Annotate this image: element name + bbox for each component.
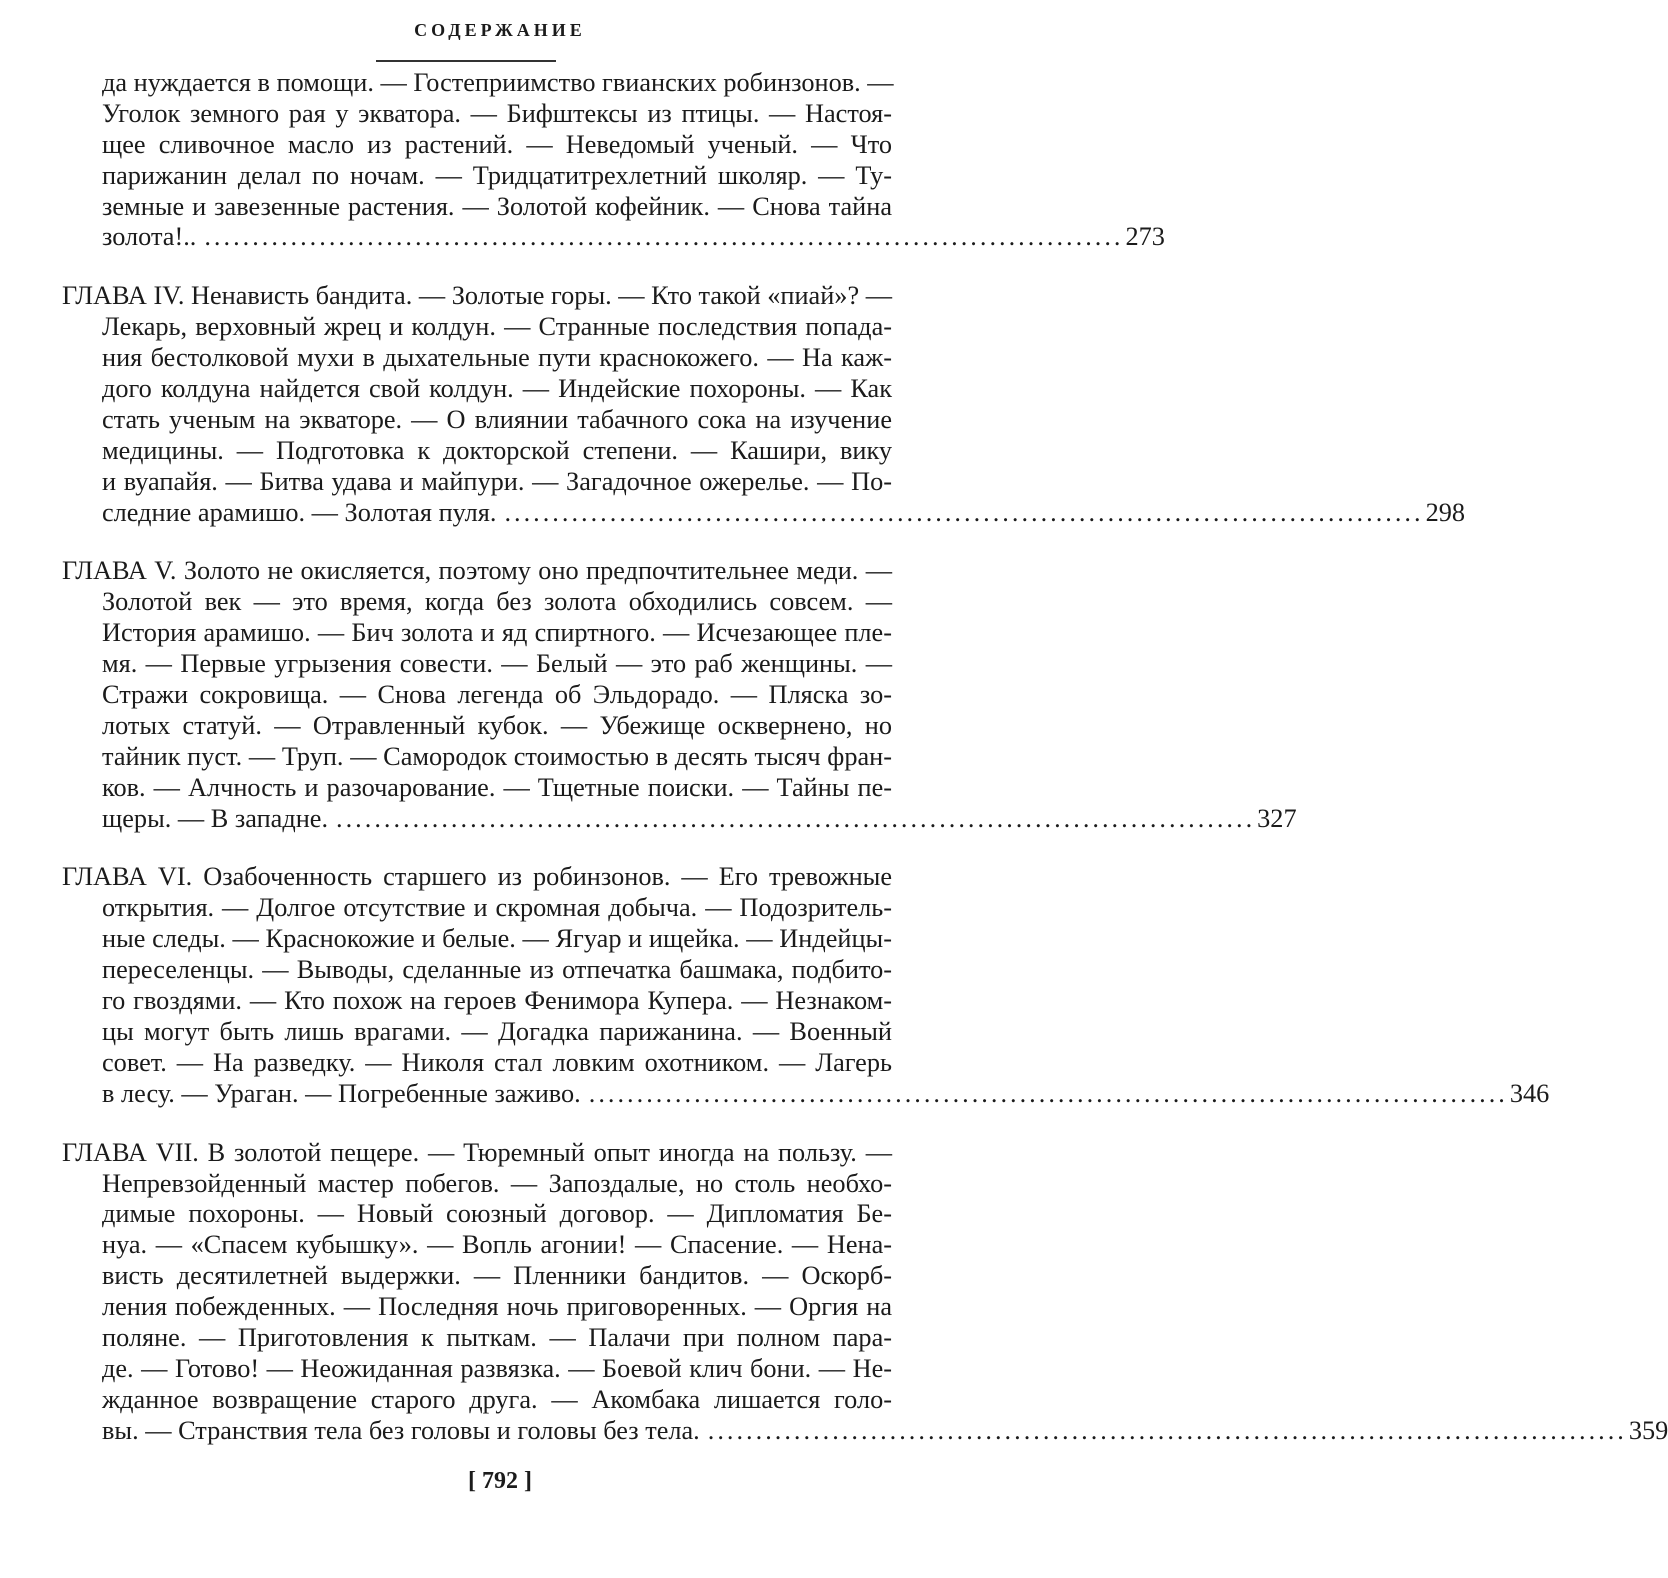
toc-line-text: вы. — Странствия тела без головы и головы без тела. bbox=[102, 1415, 700, 1445]
toc-line-text: в лесу. — Ураган. — Погребенные заживо. bbox=[102, 1078, 581, 1108]
toc-line: переселенцы. — Выводы, сделанные из отпечатка башмака, подбито- bbox=[102, 955, 892, 985]
toc-line: земные и завезенные растения. — Золотой кофейник. — Снова тайна bbox=[102, 191, 892, 221]
toc-line: жданное возвращение старого друга. — Акомбака лишается голо- bbox=[102, 1384, 892, 1414]
toc-line: парижанин делал по ночам. — Тридцатитрехлетний школяр. — Ту- bbox=[102, 160, 892, 190]
toc-entry-chapter-6 bbox=[62, 862, 1550, 1109]
toc-line-last bbox=[102, 222, 1165, 253]
toc-line: ные следы. — Краснокожие и белые. — Ягуар и ищейка. — Индейцы- bbox=[102, 924, 892, 954]
page-folio: [ 792 ] bbox=[468, 1468, 532, 1494]
page-number: 346 bbox=[1509, 1078, 1550, 1108]
toc-line: Золотой век — это время, когда без золота обходились совсем. — bbox=[102, 587, 892, 617]
page-number: 327 bbox=[1257, 803, 1297, 833]
toc-entry-chapter-4 bbox=[62, 281, 1466, 528]
toc-line: щее сливочное масло из растений. — Неведомый ученый. — Что bbox=[102, 129, 892, 159]
toc-line: медицины. — Подготовка к докторской степени. — Кашири, вику bbox=[102, 435, 892, 465]
toc-line-last bbox=[102, 803, 1297, 835]
toc-line: да нуждается в помощи. — Гостеприимство гвианских робинзонов. — bbox=[102, 68, 894, 97]
toc-line-heading: ГЛАВА V. Золото не окисляется, поэтому оно предпочтительнее меди. — bbox=[62, 556, 892, 586]
toc-line-heading: ГЛАВА VI. Озабоченность старшего из робинзонов. — Его тревожные bbox=[62, 862, 892, 892]
toc-line: совет. — На разведку. — Николя стал ловким охотником. — Лагерь bbox=[102, 1047, 892, 1077]
toc-line-last bbox=[102, 497, 1466, 529]
toc-line: открытия. — Долгое отсутствие и скромная добыча. — Подозритель- bbox=[102, 893, 892, 923]
page-number: 359 bbox=[1628, 1415, 1668, 1445]
table-of-contents bbox=[62, 68, 1668, 1475]
toc-line: и вуапайя. — Битва удава и майпури. — Загадочное ожерелье. — По- bbox=[102, 466, 892, 496]
toc-line: Уголок земного рая у экватора. — Бифштексы из птицы. — Настоя- bbox=[102, 98, 892, 128]
toc-line: дого колдуна найдется свой колдун. — Индейские похороны. — Как bbox=[102, 374, 892, 404]
toc-line-last bbox=[102, 1078, 1550, 1110]
toc-line: ков. — Алчность и разочарование. — Тщетные поиски. — Тайны пе- bbox=[102, 772, 892, 802]
toc-line: Стражи сокровища. — Снова легенда об Эльдорадо. — Пляска зо- bbox=[102, 680, 892, 710]
toc-line: лотых статуй. — Отравленный кубок. — Убежище осквернено, но bbox=[102, 710, 892, 740]
dot-leader: ................................................................................................ bbox=[336, 803, 1256, 833]
toc-line-heading: ГЛАВА IV. Ненависть бандита. — Золотые горы. — Кто такой «пиай»? — bbox=[62, 281, 892, 311]
toc-entry-chapter-7 bbox=[62, 1137, 1668, 1447]
toc-line: поляне. — Приготовления к пыткам. — Палачи при полном пара- bbox=[102, 1322, 892, 1352]
toc-line: стать ученым на экваторе. — О влиянии табачного сока на изучение bbox=[102, 404, 892, 434]
toc-entry-chapter-5 bbox=[62, 556, 1297, 834]
toc-line: ния бестолковой мухи в дыхательные пути краснокожего. — На каж- bbox=[102, 343, 892, 373]
toc-line-text: щеры. — В западне. bbox=[102, 803, 329, 833]
header-rule bbox=[376, 60, 556, 62]
dot-leader: ................................................................................................ bbox=[204, 222, 1124, 252]
toc-line: мя. — Первые угрызения совести. — Белый — это раб женщины. — bbox=[102, 649, 892, 679]
toc-line: Лекарь, верховный жрец и колдун. — Странные последствия попада- bbox=[102, 312, 892, 342]
dot-leader: ................................................................................................ bbox=[588, 1078, 1508, 1108]
toc-line: де. — Готово! — Неожиданная развязка. — Боевой клич бони. — Не- bbox=[102, 1353, 892, 1383]
toc-line: димые похороны. — Новый союзный договор. — Дипломатия Бе- bbox=[102, 1199, 892, 1229]
toc-line-heading: ГЛАВА VII. В золотой пещере. — Тюремный опыт иногда на пользу. — bbox=[62, 1137, 892, 1167]
toc-line: Непревзойденный мастер побегов. — Запоздалые, но столь необхо- bbox=[102, 1168, 892, 1198]
toc-line: го гвоздями. — Кто похож на героев Фенимора Купера. — Незнаком- bbox=[102, 986, 892, 1016]
dot-leader: ................................................................................................ bbox=[707, 1415, 1627, 1445]
running-head: СОДЕРЖАНИЕ bbox=[414, 20, 586, 40]
toc-line-text: золота!.. bbox=[102, 222, 197, 252]
toc-line-text: следние арамишо. — Золотая пуля. bbox=[102, 497, 497, 527]
page-number: 298 bbox=[1425, 497, 1466, 527]
toc-line: История арамишо. — Бич золота и яд спиртного. — Исчезающее пле- bbox=[102, 618, 892, 648]
toc-line-last bbox=[102, 1415, 1668, 1447]
toc-entry-continuation bbox=[62, 68, 1165, 253]
toc-line: ления побежденных. — Последняя ночь приговоренных. — Оргия на bbox=[102, 1292, 892, 1322]
dot-leader: ................................................................................................ bbox=[504, 497, 1424, 527]
toc-line: цы могут быть лишь врагами. — Догадка парижанина. — Военный bbox=[102, 1016, 892, 1046]
toc-line: висть десятилетней выдержки. — Пленники бандитов. — Оскорб- bbox=[102, 1261, 892, 1291]
toc-line: тайник пуст. — Труп. — Самородок стоимостью в десять тысяч фран- bbox=[102, 741, 892, 771]
toc-line: нуа. — «Спасем кубышку». — Вопль агонии! — Спасение. — Нена- bbox=[102, 1230, 892, 1260]
page-number: 273 bbox=[1125, 222, 1165, 252]
